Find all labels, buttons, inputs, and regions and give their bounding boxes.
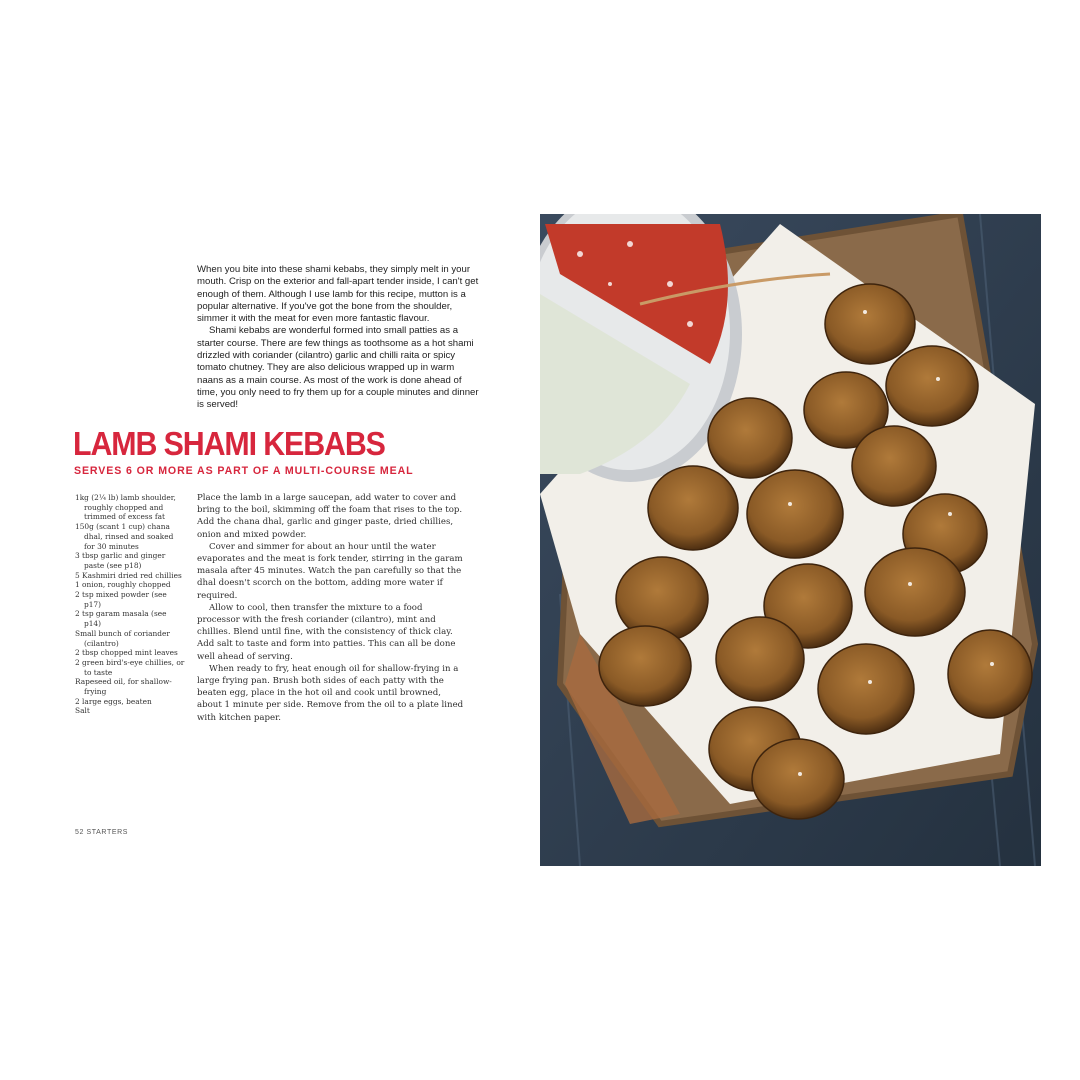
recipe-title: LAMB SHAMI KEBABS (73, 425, 385, 462)
ingredient-item: 1 onion, roughly chopped (75, 580, 171, 590)
ingredient-item: Salt (75, 706, 90, 716)
ingredient-item: 2 tsp garam masala (see p14) (75, 609, 167, 629)
ingredient-item: 2 green bird's-eye chillies, or to taste (75, 657, 185, 677)
ingredient-item: 5 Kashmiri dried red chillies (75, 570, 182, 580)
recipe-serves: SERVES 6 OR MORE AS PART OF A MULTI-COURSE MEAL (74, 465, 414, 477)
ingredient-item: 2 tbsp chopped mint leaves (75, 648, 178, 658)
method-text (197, 492, 465, 724)
ingredient-item: Small bunch of coriander (cilantro) (75, 628, 170, 648)
ingredient-item: 3 tbsp garlic and ginger paste (see p18) (75, 551, 166, 570)
kebab-photo (540, 214, 1041, 866)
intro-text (197, 264, 480, 412)
method-step: Allow to cool, then transfer the mixture to a food processor with the fresh coriander (cilantro), mint and chillies. Blend until fine, with the consistency of thick clay. Add salt to taste and form into patties. This can all be done well ahead of serving. (197, 602, 456, 662)
ingredient-item: 1kg (2¼ lb) lamb shoulder, roughly chopped and trimmed of excess fat (75, 493, 176, 522)
method-step: When ready to fry, heat enough oil for shallow-frying in a large frying pan. Brush both sides of each patty with the beaten egg, place in the hot oil and cook until browned, about 1 minute per side. Remove from the oil to a plate lined with kitchen paper. (197, 663, 464, 723)
ingredient-item: 2 tsp mixed powder (see p17) (75, 590, 167, 609)
ingredient-item: 150g (scant 1 cup) chana dhal, rinsed and soaked for 30 minutes (75, 522, 174, 551)
ingredient-item: Rapeseed oil, for shallow-frying (75, 677, 172, 697)
intro-paragraph: Shami kebabs are wonderful formed into small patties as a starter course. There are few things as toothsome as a hot shami drizzled with coriander (cilantro) garlic and chilli raita or spicy tomato chutney. They are also delicious wrapped up in warm naans as a main course. As most of the work is done ahead of time, you only need to fry them up for a couple minutes and dinner is served! (197, 325, 479, 411)
page-folio: 52 STARTERS (75, 829, 129, 836)
method-step: Place the lamb in a large saucepan, add water to cover and bring to the boil, skimming off the foam that rises to the top. Add the chana dhal, garlic and ginger paste, dried chillies, onion and mixed powder. (197, 493, 463, 540)
intro-paragraph: When you bite into these shami kebabs, they simply melt in your mouth. Crisp on the exterior and fall-apart tender inside, I can't get enough of them. Although I use lamb for this recipe, mutton is a popular alternative. If you've got the bone from the shoulder, simmer it with the meat for even more fantastic flavour. (197, 264, 479, 325)
ingredient-item: 2 large eggs, beaten (75, 696, 152, 706)
method-step: Cover and simmer for about an hour until the water evaporates and the meat is fork tender, stirring in the garam masala after 45 minutes. Watch the pan carefully so that the dhal doesn't scorch on the bottom, adding more water if required. (197, 541, 463, 601)
ingredients-list (75, 493, 185, 716)
